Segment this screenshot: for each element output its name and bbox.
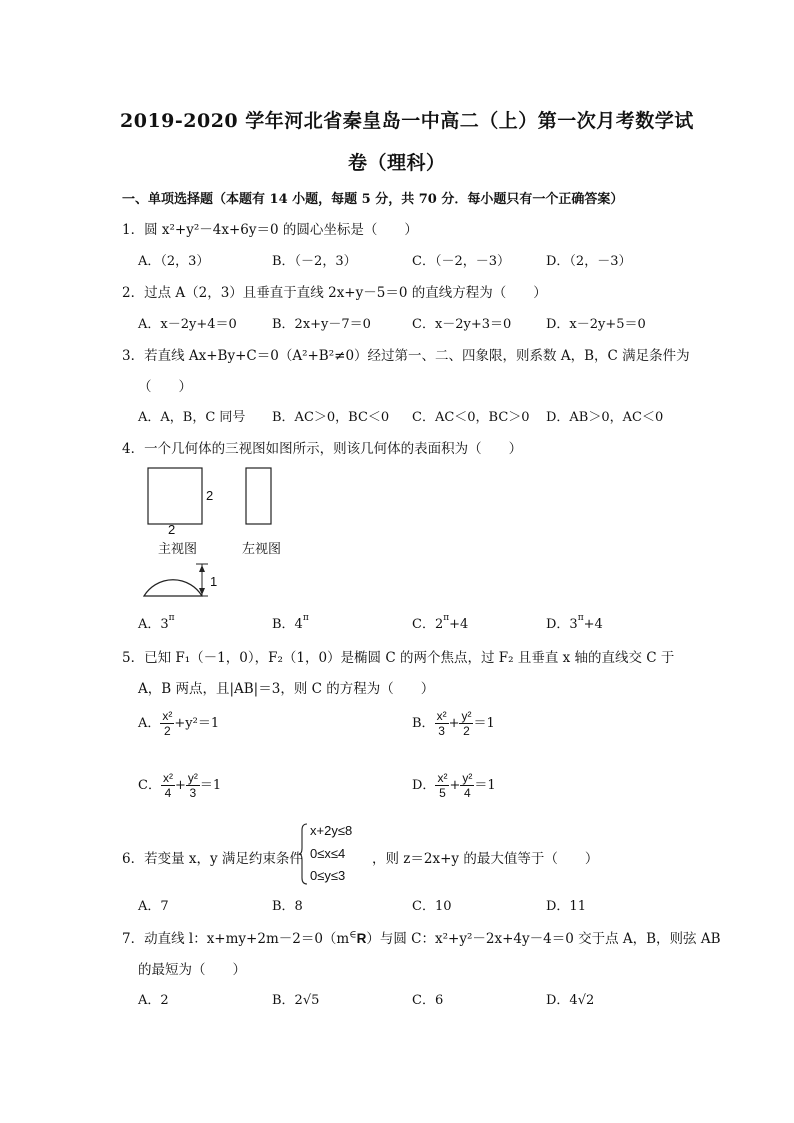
question-5-stem: 5．已知 F₁（－1，0），F₂（1，0）是椭圆 C 的两个焦点，过 F₂ 且垂直 x 轴的直线交 C 于 [122,650,675,666]
q3-option-d: D．AB＞0，AC＜0 [546,410,664,425]
q3-option-c: C．AC＜0，BC＞0 [412,410,530,425]
front-view-caption: 主视图 [158,541,198,556]
q3-option-a: A．A，B，C 同号 [138,410,246,425]
q6-option-a: A．7 [138,899,169,914]
top-view-semicircle [144,580,202,596]
q1-option-d: D．（2，－3） [546,254,632,269]
q2-option-d: D．x－2y+5＝0 [546,317,646,332]
constraint-3: 0≤y≤3 [310,868,346,883]
three-view-figure [138,462,308,604]
q4-option-c: C．$2^\pi+4$ [412,613,469,632]
q6-option-d: D．11 [546,899,586,914]
page-title: 2019-2020 学年河北省秦皇岛一中高二（上）第一次月考数学试 [120,110,694,132]
q5-option-a: A． $\frac{\text{x²}}{2}$ +y²＝1 [138,709,220,738]
q1-option-c: C．（－2，－3） [412,254,510,269]
q1-option-b: B．（－2，3） [272,254,357,269]
question-2-stem: 2．过点 A（2，3）且垂直于直线 2x+y－5＝0 的直线方程为（ ） [122,285,547,301]
constraint-2: 0≤x≤4 [310,846,346,861]
q6-option-b: B．8 [272,899,303,914]
question-1-stem: 1．圆 x²+y²－4x+6y＝0 的圆心坐标是（ ） [122,222,418,238]
question-6-stem-pre: 6．若变量 x，y 满足约束条件 [122,851,303,867]
front-view-height-label: 2 [206,488,214,503]
q4-option-d: D．$3^\pi+4$ [546,613,603,632]
top-view-height-label: 1 [210,574,218,589]
q5-option-d: D． $\frac{\text{x²}}{5}$ + $\frac{\text{y²}}{4}$ ＝1 [412,771,496,800]
page-title-cont: 卷（理科） [348,152,446,174]
question-6-stem-post: ，则 z＝2x+y 的最大值等于（ ） [372,851,599,867]
constraint-1: x+2y≤8 [310,823,353,838]
q3-option-b: B．AC＞0，BC＜0 [272,410,390,425]
front-view-square [148,468,202,524]
q1-option-a: A．（2，3） [138,254,210,269]
q6-option-c: C．10 [412,899,452,914]
question-7-stem: 7．动直线 l：x+my+2m－2＝0（m∈R）与圆 C：x²+y²－2x+4y－4＝0 交于点 A，B，则弦 AB [122,929,721,947]
question-5-stem-cont: A，B 两点，且|AB|＝3，则 C 的方程为（ ） [138,681,435,697]
question-4-stem: 4．一个几何体的三视图如图所示，则该几何体的表面积为（ ） [122,441,523,457]
q2-option-b: B．2x+y－7＝0 [272,317,371,332]
q2-option-a: A．x－2y+4＝0 [138,317,237,332]
q7-option-d: D．4√2 [546,993,595,1008]
q4-option-a: A．$3^\pi$ [138,613,175,632]
q4-option-b: B．$4^\pi$ [272,613,309,632]
q7-option-a: A．2 [138,993,169,1008]
q2-option-c: C．x－2y+3＝0 [412,317,512,332]
section-heading: 一、单项选择题（本题有 14 小题，每题 5 分，共 70 分．每小题只有一个正确答案） [122,192,624,207]
q5-option-c: C． $\frac{\text{x²}}{4}$ + $\frac{\text{y²}}{3}$ ＝1 [138,771,222,800]
question-7-stem-cont: 的最短为（ ） [138,962,246,978]
q5-option-b: B． $\frac{\text{x²}}{3}$ + $\frac{\text{y²}}{2}$ ＝1 [412,709,495,738]
constraint-brace [298,822,308,886]
front-view-width-label: 2 [168,522,176,537]
q7-option-c: C．6 [412,993,444,1008]
side-view-rect [246,468,271,524]
q7-option-b: B．2√5 [272,993,320,1008]
side-view-caption: 左视图 [242,541,282,556]
question-3-stem: 3．若直线 Ax+By+C＝0（A²+B²≠0）经过第一、二、四象限，则系数 A，B，C 满足条件为 [122,348,690,364]
question-3-stem-cont: （ ） [138,379,192,395]
